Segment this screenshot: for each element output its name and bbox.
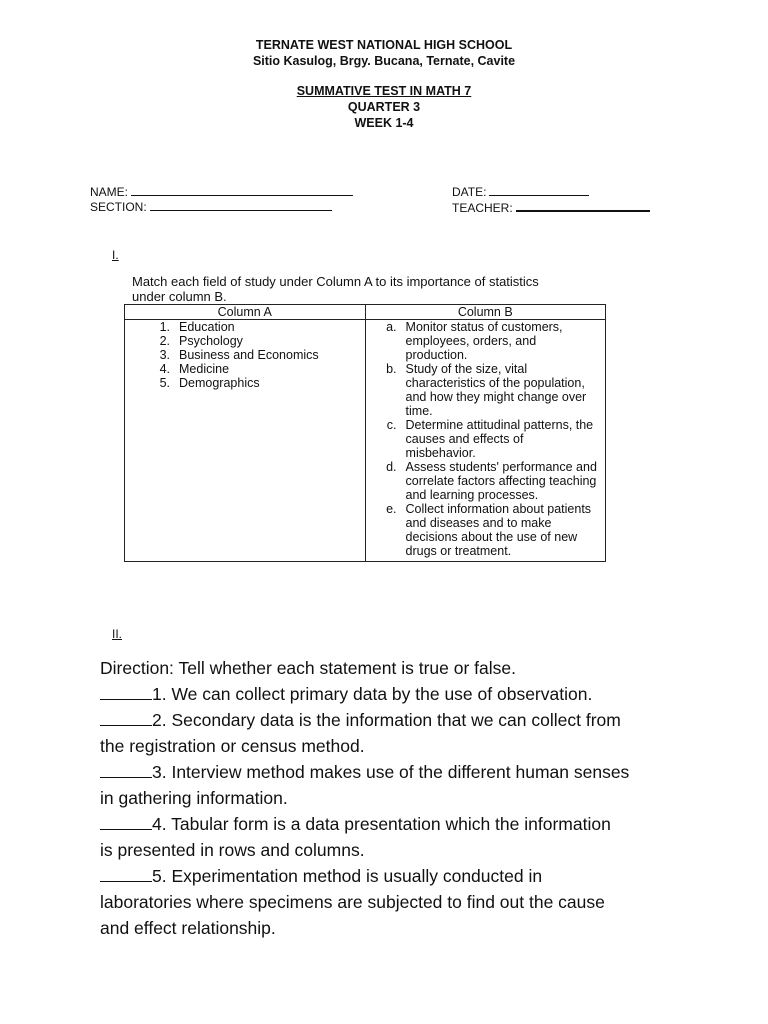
tf-item-3: 3. Interview method makes use of the different human senses <box>100 759 720 785</box>
week-label: WEEK 1-4 <box>354 116 414 130</box>
column-a-item: 4. Medicine <box>159 362 230 376</box>
column-a-item: 1. Education <box>159 320 235 334</box>
tf-item-5-cont: laboratories where specimens are subjected to find out the cause <box>100 892 605 912</box>
column-a-header: Column A <box>125 305 366 320</box>
tf-item-3-cont: in gathering information. <box>100 788 288 808</box>
date-field[interactable] <box>452 184 589 199</box>
tf-item-4-cont: is presented in rows and columns. <box>100 840 365 860</box>
matching-table <box>124 304 606 562</box>
tf-item-5: 5. Experimentation method is usually conducted in <box>100 863 720 889</box>
answer-blank[interactable] <box>100 863 152 882</box>
tf-item-2: 2. Secondary data is the information that we can collect from <box>100 707 720 733</box>
tf-item-5-cont: and effect relationship. <box>100 918 276 938</box>
part1-label: I. <box>112 248 119 262</box>
column-b-item: e. Collect information about patients and diseases and to make decisions about the use of new drugs or treatment. <box>386 502 592 558</box>
part2-label: II. <box>112 627 123 641</box>
teacher-field[interactable] <box>452 199 650 215</box>
column-b-cell <box>365 320 605 562</box>
column-b-item: a. Monitor status of customers, employees, orders, and production. <box>386 320 563 362</box>
teacher-label: TEACHER: <box>452 201 513 215</box>
column-a-item: 3. Business and Economics <box>159 348 319 362</box>
teacher-blank[interactable] <box>516 199 650 212</box>
answer-blank[interactable] <box>100 759 152 778</box>
part1-instruction: Match each field of study under Column A to its importance of statistics under column B. <box>132 274 539 304</box>
tf-item-4: 4. Tabular form is a data presentation which the information <box>100 811 720 837</box>
quarter-label: QUARTER 3 <box>347 100 421 114</box>
column-a-item: 2. Psychology <box>159 334 243 348</box>
tf-item-2-cont: the registration or census method. <box>100 736 365 756</box>
section-field[interactable] <box>90 199 332 214</box>
tf-item-1: 1. We can collect primary data by the use of observation. <box>100 681 720 707</box>
name-field[interactable] <box>90 184 353 199</box>
true-false-section <box>100 655 720 941</box>
answer-blank[interactable] <box>100 811 152 830</box>
section-blank[interactable] <box>150 199 332 211</box>
column-a-cell <box>125 320 366 562</box>
column-b-item: c. Determine attitudinal patterns, the causes and effects of misbehavior. <box>386 418 594 460</box>
school-address: Sitio Kasulog, Brgy. Bucana, Ternate, Cavite <box>252 54 516 68</box>
answer-blank[interactable] <box>100 707 152 726</box>
name-label: NAME: <box>90 185 129 199</box>
column-b-item: d. Assess students' performance and correlate factors affecting teaching and learning processes. <box>386 460 597 502</box>
column-a-item: 5. Demographics <box>159 376 260 390</box>
test-title: SUMMATIVE TEST IN MATH 7 <box>296 84 472 98</box>
section-label: SECTION: <box>90 200 147 214</box>
date-blank[interactable] <box>489 184 589 196</box>
column-b-header: Column B <box>365 305 605 320</box>
column-b-item: b. Study of the size, vital characteristics of the population, and how they might change over time. <box>386 362 587 418</box>
part2-direction: Direction: Tell whether each statement is true or false. <box>100 658 516 678</box>
date-label: DATE: <box>452 185 487 199</box>
answer-blank[interactable] <box>100 681 152 700</box>
name-blank[interactable] <box>131 184 353 196</box>
school-name: TERNATE WEST NATIONAL HIGH SCHOOL <box>255 38 513 52</box>
